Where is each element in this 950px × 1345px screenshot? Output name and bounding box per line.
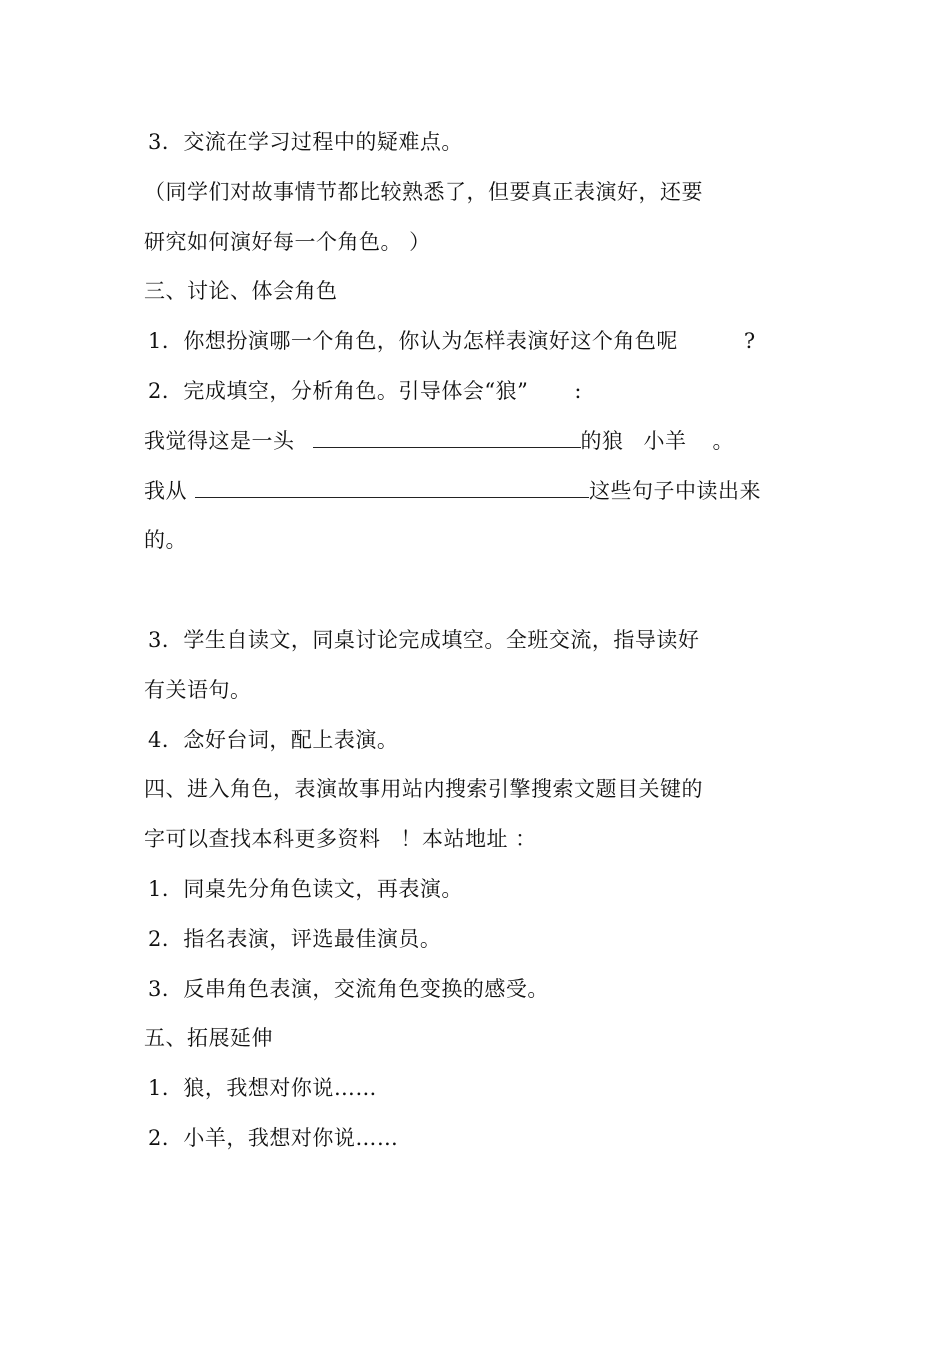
- item-3-difficulties: 3．交流在学习过程中的疑难点。: [148, 130, 463, 154]
- item-1-desk-mates: 1．同桌先分角色读文，再表演。: [148, 877, 463, 901]
- site-note-text: 字可以查找本科更多资料: [144, 827, 381, 851]
- fill-sentence-2-continued: 的。: [144, 528, 187, 552]
- item-1-role-question: [148, 326, 756, 356]
- fill-sentence-1-lamb: 小羊: [643, 429, 687, 453]
- note-line-1: （同学们对故事情节都比较熟悉了，但要真正表演好，还要: [144, 180, 703, 204]
- item-2-fill-blank: [148, 376, 582, 406]
- section-3-heading: 三、讨论、体会角色: [144, 279, 338, 303]
- item-3-continued: 有关语句。: [144, 678, 252, 702]
- fill-sentence-1-wolf: 的狼: [580, 429, 624, 453]
- item-1-to-wolf: 1．狼，我想对你说……: [148, 1076, 377, 1100]
- fill-sentence-2: [144, 475, 761, 506]
- fill-sentence-2-end: 这些句子中读出来: [589, 479, 761, 503]
- note-line-2: 研究如何演好每一个角色。 ）: [144, 230, 431, 254]
- item-3-role-swap: 3．反串角色表演，交流角色变换的感受。: [148, 977, 549, 1001]
- item-2-best-actor: 2．指名表演，评选最佳演员。: [148, 927, 442, 951]
- site-address-label: ！本站地址 ：: [400, 827, 537, 851]
- fill-sentence-1-end: 。: [712, 429, 734, 453]
- fill-blank-instruction: 2．完成填空，分析角色。引导体会“狼”: [148, 379, 529, 403]
- item-3-self-read: 3．学生自读文，同桌讨论完成填空。全班交流，指导读好: [148, 628, 700, 652]
- fill-sentence-1: [144, 425, 734, 456]
- section-4-heading: 四、进入角色，表演故事用站内搜索引擎搜索文题目关键的: [144, 777, 703, 801]
- colon: :: [574, 379, 582, 403]
- role-question-text: 1．你想扮演哪一个角色，你认为怎样表演好这个角色呢: [148, 329, 678, 353]
- question-mark: ?: [743, 329, 756, 353]
- item-4-lines: 4．念好台词，配上表演。: [148, 728, 399, 752]
- section-5-heading: 五、拓展延伸: [144, 1026, 273, 1050]
- blank-wolf-adjective[interactable]: [313, 425, 581, 448]
- blank-sentences[interactable]: [195, 475, 589, 498]
- fill-sentence-2-start: 我从: [144, 479, 187, 503]
- item-2-to-lamb: 2．小羊，我想对你说……: [148, 1126, 399, 1150]
- fill-sentence-1-start: 我觉得这是一头: [144, 429, 295, 453]
- section-4-continued: [144, 824, 537, 854]
